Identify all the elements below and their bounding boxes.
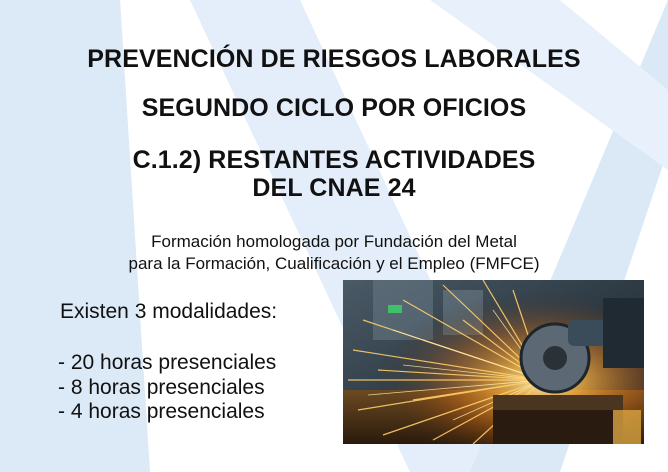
title-line-2: SEGUNDO CICLO POR OFICIOS (141, 94, 527, 122)
subtitle-line-2: para la Formación, Cualificación y el Empleo (FMFCE) (128, 254, 540, 273)
modality-item: - 4 horas presenciales (58, 400, 265, 423)
title-line-4: DEL CNAE 24 (252, 174, 416, 202)
modality-item: - 20 horas presenciales (58, 351, 277, 374)
modalities-intro: Existen 3 modalidades: (60, 300, 278, 323)
modality-item: - 8 horas presenciales (58, 375, 265, 399)
modalities-list (58, 351, 276, 425)
title-line-1: PREVENCIÓN DE RIESGOS LABORALES (87, 45, 581, 73)
grinder-sparks-photo (343, 280, 644, 444)
title-line-3: C.1.2) RESTANTES ACTIVIDADES (132, 146, 536, 174)
subtitle-line-1: Formación homologada por Fundación del Metal (151, 232, 517, 251)
